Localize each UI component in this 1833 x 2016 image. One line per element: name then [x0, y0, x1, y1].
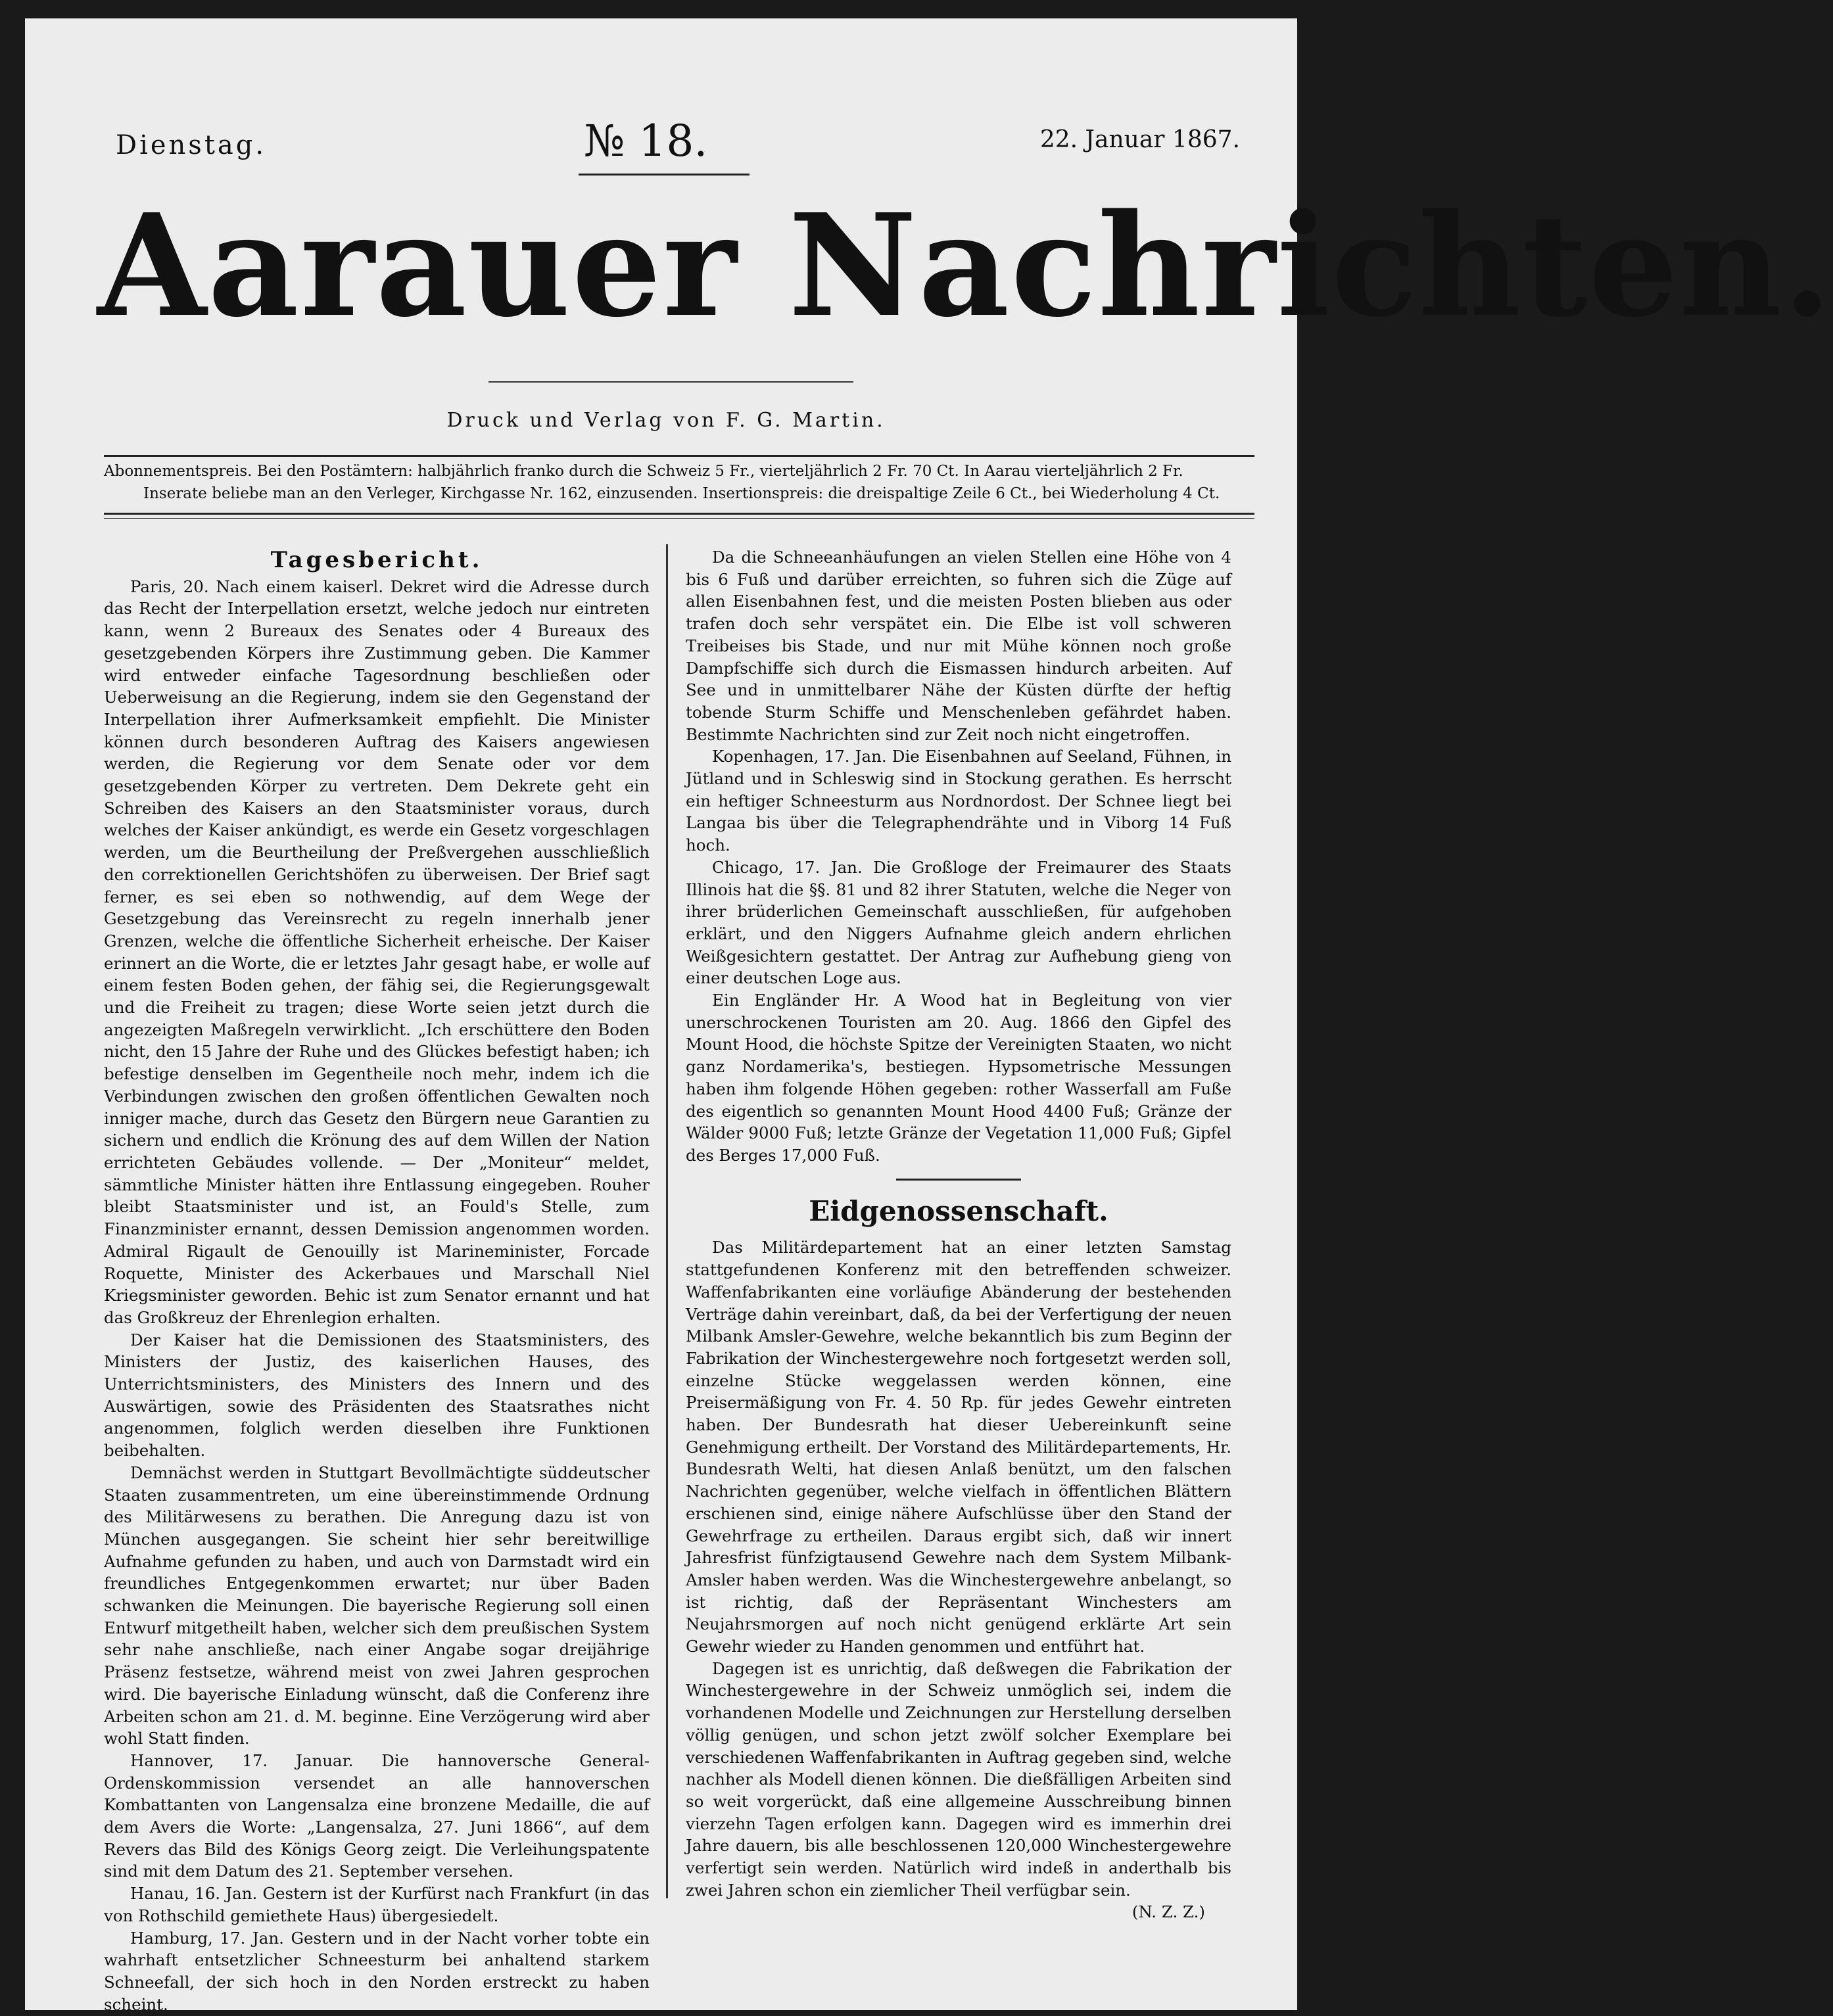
- issue-date: 22. Januar 1867.: [1039, 126, 1240, 153]
- article-paragraph: Hannover, 17. Januar. Die hannoversche General-Ordenskommission versendet an alle hannoverschen Kombattanten von Langensalza eine bronzene Medaille, die auf dem Avers die Worte: „Langensalza, 27. Juni 1866“, auf dem Revers das Bild des Königs Georg zeigt. Die Verleihungspatente sind mit dem Datum des 21. September versehen.: [104, 1750, 650, 1881]
- newspaper-page: [25, 18, 1833, 2014]
- subscription-info: [104, 460, 1254, 505]
- masthead-rule: [488, 381, 853, 383]
- masthead-title: Aarauer Nachrichten.: [97, 183, 1833, 348]
- column-separator: [666, 544, 668, 1898]
- article-paragraph: Da die Schneeanhäufungen an vielen Stellen eine Höhe von 4 bis 6 Fuß und darüber erreichten, so fuhren sich die Züge auf allen Eisenbahnen fest, und die meisten Posten blieben aus oder trafen doch sehr verspätet ein. Die Elbe ist voll schweren Treibeises bis Stade, und nur mit Mühe können noch große Dampfschiffe sich durch die Eismassen hindurch arbeiten. Auf See und in unmittelbarer Nähe der Küsten dürfte der heftig tobende Sturm Schiffe und Menschenleben gefährdet haben. Bestimmte Nachrichten sind zur Zeit noch nicht eingetroffen.: [686, 548, 1231, 744]
- article-paragraph: Hanau, 16. Jan. Gestern ist der Kurfürst nach Frankfurt (in das von Rothschild gemiethete Haus) übergesiedelt.: [104, 1884, 650, 1925]
- article-paragraph: Kopenhagen, 17. Jan. Die Eisenbahnen auf Seeland, Fühnen, in Jütland und in Schleswig sind in Stockung gerathen. Es herrscht ein heftiger Schneesturm aus Nordnordost. Der Schnee liegt bei Langaa bis über die Telegraphendrähte und in Viborg 14 Fuß hoch.: [686, 747, 1231, 855]
- section-divider: [896, 1179, 1021, 1181]
- mid-rule-thin: [104, 518, 1254, 519]
- article-paragraph: Hamburg, 17. Jan. Gestern und in der Nacht vorher tobte ein wahrhaft entsetzlicher Schneesturm bei anhaltend starkem Schneefall, der sich hoch in den Norden erstreckt zu haben scheint.: [104, 1928, 650, 2014]
- header-row: [84, 116, 1248, 168]
- source-signature: (N. Z. Z.): [1131, 1902, 1205, 1922]
- article-paragraph: Das Militärdepartement hat an einer letzten Samstag stattgefundenen Konferenz mit den betreffenden schweizer. Waffenfabrikanten eine vorläufige Abänderung der bestehenden Verträge dahin vereinbart, daß, da bei der Verfertigung der neuen Milbank Amsler-Gewehre, welche bekanntlich bis zum Beginn der Fabrikation der Winchestergewehre noch fortgesetzt werden soll, einzelne Stücke weggelassen werden können, eine Preisermäßigung von Fr. 4. 50 Rp. für jedes Gewehr eintreten haben. Der Bundesrath hat dieser Uebereinkunft seine Genehmigung ertheilt. Der Vorstand des Militärdepartements, Hr. Bundesrath Welti, hat diesen Anlaß benützt, um den falschen Nachrichten gegenüber, welche vielfach in öffentlichen Blättern erschienen sind, einige nähere Aufschlüsse über den Stand der Gewehrfrage zu ertheilen. Daraus ergibt sich, daß wir innert Jahresfrist fünfzigtausend Gewehre nach dem System Milbank-Amsler haben werden. Was die Winchestergewehre anbelangt, so ist richtig, daß der Repräsentant Winchesters am Neujahrsmorgen auf noch nicht genügend erklärte Art sein Gewehr wieder zu Handen genommen und entführt hat.: [686, 1238, 1231, 1656]
- weekday: Dienstag.: [116, 130, 267, 160]
- issue-underline: [579, 174, 750, 176]
- article-paragraph: Demnächst werden in Stuttgart Bevollmächtigte süddeutscher Staaten zusammentreten, um eine übereinstimmende Ordnung des Militärwesens zu berathen. Die Anregung dazu ist von München ausgegangen. Sie scheint hier sehr bereitwillige Aufnahme gefunden zu haben, und auch von Darmstadt wird ein freundliches Entgegenkommen erwartet; nur über Baden schwanken die Meinungen. Die bayerische Regierung soll einen Entwurf mitgetheilt haben, welcher sich dem preußischen System sehr nahe anschließe, nach einer Angabe sogar dreijährige Präsenz festsetze, während meist von zwei Jahren gesprochen wird. Die bayerische Einladung wünscht, daß die Conferenz ihre Arbeiten schon am 21. d. M. beginne. Eine Verzögerung wird aber wohl Statt finden.: [104, 1463, 650, 1748]
- article-paragraph: Der Kaiser hat die Demissionen des Staatsministers, des Ministers der Justiz, des kaiserlichen Hauses, des Unterrichtsministers, des Ministers des Innern und des Auswärtigen, sowie des Präsidenten des Staatsrathes nicht angenommen, folglich werden dieselben ihre Funktionen beibehalten.: [104, 1330, 650, 1461]
- right-column: [686, 546, 1231, 1923]
- article-paragraph: Ein Engländer Hr. A Wood hat in Begleitung von vier unerschrockenen Touristen am 20. Aug. 1866 den Gipfel des Mount Hood, die höchste Spitze der Vereinigten Staaten, wo nicht ganz Nordamerika's, bestiegen. Hypsometrische Messungen haben ihm folgende Höhen gegeben: rother Wasserfall am Fuße des eigentlich so genannten Mount Hood 4400 Fuß; Gränze der Wälder 9000 Fuß; letzte Gränze der Vegetation 11,000 Fuß; Gipfel des Berges 17,000 Fuß.: [686, 991, 1231, 1165]
- page-content: [84, 18, 1833, 2014]
- article-paragraph: Chicago, 17. Jan. Die Großloge der Freimaurer des Staats Illinois hat die §§. 81 und 82 ihrer Statuten, welche die Neger von ihrer brüderlichen Gemeinschaft ausschließen, für aufgehoben erklärt, und den Niggers Aufnahme gleich andern ehrlichen Weißgesichtern gestattet. Der Antrag zur Aufhebung gieng von einer deutschen Loge aus.: [686, 857, 1231, 988]
- section-title-tagesbericht: Tagesbericht.: [270, 547, 483, 573]
- top-rule: [104, 455, 1254, 457]
- article-paragraph: Paris, 20. Nach einem kaiserl. Dekret wird die Adresse durch das Recht der Interpellation ersetzt, welche jedoch nur eintreten kann, wenn 2 Bureaux des Senates oder 4 Bureaux des gesetzgebenden Körpers ihre Zustimmung geben. Die Kammer wird entweder einfache Tagesordnung beschließen oder Ueberweisung an die Regierung, indem sie den Gegenstand der Interpellation ihrer Aufmerksamkeit empfiehlt. Die Minister können durch besonderen Auftrag des Kaisers angewiesen werden, die Regierung vor dem Senate oder vor dem gesetzgebenden Körper zu vertreten. Dem Dekrete geht ein Schreiben des Kaisers an den Staatsminister voraus, durch welches der Kaiser ankündigt, es werde ein Gesetz vorgeschlagen werden, um die Beurtheilung der Preßvergehen ausschließlich den correktionellen Gerichtshöfen zu überweisen. Der Brief sagt ferner, es sei eben so nothwendig, auf dem Wege der Gesetzgebung das Vereinsrecht zu regeln innerhalb jener Grenzen, welche die öffentliche Sicherheit erheische. Der Kaiser erinnert an die Worte, die er letztes Jahr gesagt habe, er wolle auf einem festen Boden gehen, der fähig sei, die Regierungsgewalt und die Freiheit zu tragen; diese Worte seien jetzt durch die angezeigten Maßregeln verwirklicht. „Ich erschüttere den Boden nicht, den 15 Jahre der Ruhe und des Glückes befestigt haben; ich befestige denselben im Gegentheile noch mehr, indem ich die Verbindungen zwischen den großen öffentlichen Gewalten noch inniger mache, durch das Gesetz den Bürgern neue Garantien zu sichern und endlich die Krönung des auf dem Willen der Nation errichteten Gebäudes vollende. — Der „Moniteur“ meldet, sämmtliche Minister hätten ihre Entlassung eingegeben. Rouher bleibt Staatsminister und ist, an Fould's Stelle, zum Finanzminister ernannt, dessen Demission angenommen worden. Admiral Rigault de Genouilly ist Marineminister, Forcade Roquette, Minister des Ackerbaues und Marschall Niel Kriegsminister geworden. Behic ist zum Senator ernannt und hat das Großkreuz der Ehrenlegion erhalten.: [104, 576, 650, 1327]
- issue-number: № 18.: [584, 116, 708, 166]
- subscription-line-1: Abonnementspreis. Bei den Postämtern: halbjährlich franko durch die Schweiz 5 Fr., vierteljährlich 2 Fr. 70 Ct. In Aarau vierteljährlich 2 Fr.: [104, 463, 1183, 480]
- publisher-line: Druck und Verlag von F. G. Martin.: [446, 409, 886, 432]
- article-paragraph: Dagegen ist es unrichtig, daß deßwegen die Fabrikation der Winchestergewehre in der Schweiz unmöglich sei, indem die vorhandenen Modelle und Zeichnungen zur Herstellung derselben völlig genügen, und schon jetzt zwölf solcher Exemplare bei verschiedenen Waffenfabrikanten in Auftrag gegeben sind, welche nachher als Modell dienen können. Die dießfälligen Arbeiten sind so weit vorgerückt, daß eine allgemeine Ausschreibung binnen vierzehn Tagen erfolgen kann. Dagegen wird es immerhin drei Jahre dauern, bis alle beschlossenen 120,000 Winchestergewehre verfertigt sein werden. Natürlich wird indeß in anderthalb bis zwei Jahren schon ein ziemlicher Theil verfügbar sein.: [686, 1658, 1231, 1900]
- mid-rule: [104, 513, 1254, 515]
- subscription-line-2: Inserate beliebe man an den Verleger, Kirchgasse Nr. 162, einzusenden. Insertionspreis: die dreispaltige Zeile 6 Ct., bei Wiederholung 4 Ct.: [143, 485, 1220, 502]
- section-title-eidgenossenschaft: Eidgenossenschaft.: [809, 1194, 1108, 1227]
- left-column: [104, 547, 650, 2015]
